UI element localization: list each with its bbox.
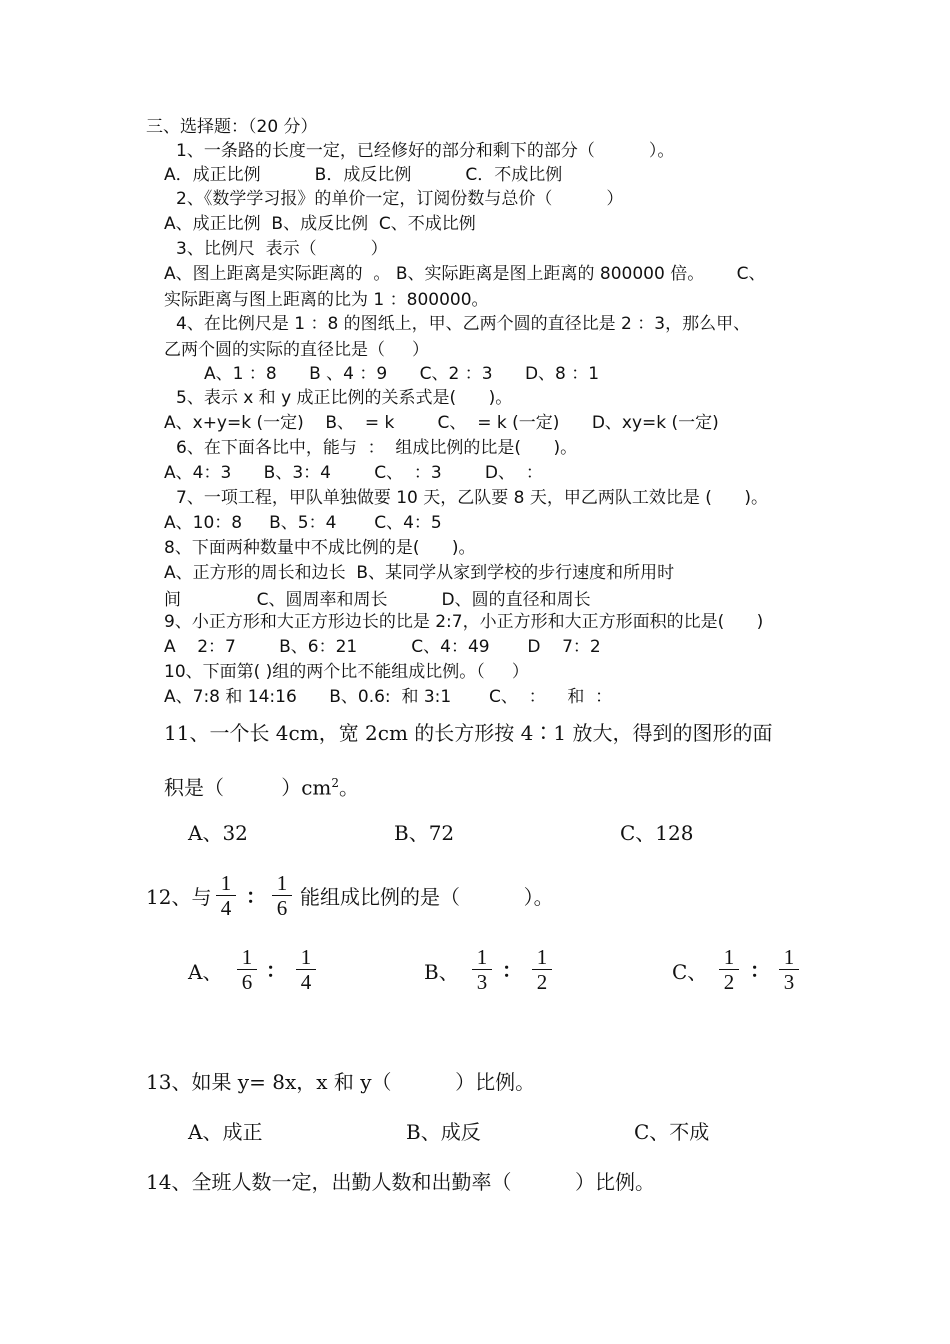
question-6-stem: 6、在下面各比中，能与 ： 组成比例的比是( )。 [176,438,578,458]
fraction-denominator: 6 [241,970,253,994]
question-9-stem: 9、小正方形和大正方形边长的比是 2:7，小正方形和大正方形面积的比是( ) [164,612,764,632]
option-a-term-2 [296,946,316,993]
question-12-prefix: 12、与 [146,885,212,909]
section-title: 三、选择题：（20 分） [146,117,318,137]
question-8-line-1: A、正方形的周长和边长 B、某同学从家到学校的步行速度和所用时 [164,563,675,583]
question-5-stem: 5、表示 x 和 y 成正比例的关系式是( )。 [176,388,513,408]
question-12-ratio-term-2 [272,872,292,919]
question-3-line-1: A、图上距离是实际距离的 。 B、实际距离是图上距离的 800000 倍。 C、 [164,264,766,284]
ratio-colon: ： [750,958,770,982]
question-13-stem: 13、如果 y= 8x，x 和 y（ ）比例。 [146,1070,536,1094]
question-11-line-2-text: 积是（ ）cm [164,775,332,800]
question-13-option-c: C、不成 [634,1120,710,1144]
fraction-denominator: 2 [723,970,735,994]
question-11-option-b: B、72 [394,821,455,845]
question-10-options: A、7:8 和 14:16 B、0.6: 和 3:1 C、 ： 和 ： [164,687,613,707]
question-11-line-2-end: 。 [339,775,360,800]
question-12-suffix: 能组成比例的是（ ）。 [300,885,554,909]
question-7-options: A、10：8 B、5：4 C、4：5 [164,513,442,533]
question-3-line-2: 实际距离与图上距离的比为 1 ：800000。 [164,290,489,310]
question-1-options: A．成正比例 B．成反比例 C．不成比例 [164,165,563,185]
question-12-option-c-label: C、 [672,960,708,984]
question-4-line-2: 乙两个圆的实际的直径比是（ ） [164,340,430,360]
question-13-option-a: A、成正 [188,1120,263,1144]
ratio-colon: ： [502,958,522,982]
fraction-numerator: 1 [532,946,552,970]
question-8-line-2: 间 C、圆周率和周长 D、圆的直径和周长 [164,590,591,610]
question-11-line-2 [164,770,359,801]
question-11-option-c: C、128 [620,821,694,845]
option-b-term-2 [532,946,552,993]
question-1-stem: 1、一条路的长度一定，已经修好的部分和剩下的部分（ ）。 [176,141,675,161]
fraction-numerator: 1 [472,946,492,970]
question-8-stem: 8、下面两种数量中不成比例的是( )。 [164,538,476,558]
fraction-denominator: 4 [220,896,232,920]
fraction-denominator: 3 [783,970,795,994]
fraction-numerator: 1 [779,946,799,970]
fraction-numerator: 1 [216,872,236,896]
fraction-denominator: 6 [276,896,288,920]
question-7-stem: 7、一项工程，甲队单独做要 10 天，乙队要 8 天，甲乙两队工效比是 ( )。 [176,488,768,508]
fraction-numerator: 1 [272,872,292,896]
question-9-options: A 2：7 B、6：21 C、4：49 D 7：2 [164,637,601,657]
question-14-stem: 14、全班人数一定，出勤人数和出勤率（ ）比例。 [146,1170,656,1194]
question-2-stem: 2、《数学学习报》的单价一定，订阅份数与总价（ ） [176,189,624,209]
question-4-options: A、1 ：8 B 、4 ：9 C、2 ：3 D、8 ：1 [204,364,600,384]
question-12-option-a-label: A、 [188,960,223,984]
question-4-line-1: 4、在比例尺是 1 ：8 的图纸上，甲、乙两个圆的直径比是 2 ：3，那么甲、 [176,314,751,334]
question-6-options: A、4：3 B、3：4 C、 ：3 D、 ： [164,463,543,483]
fraction-denominator: 4 [300,970,312,994]
fraction-denominator: 2 [536,970,548,994]
fraction-numerator: 1 [296,946,316,970]
question-12-ratio-term-1 [216,872,236,919]
question-3-stem: 3、比例尺 表示（ ） [176,239,388,259]
option-a-term-1 [237,946,257,993]
fraction-numerator: 1 [237,946,257,970]
question-11-option-a: A、32 [188,821,248,845]
option-c-term-1 [719,946,739,993]
ratio-colon: ： [246,884,266,908]
fraction-denominator: 3 [476,970,488,994]
option-b-term-1 [472,946,492,993]
question-10-stem: 10、下面第( )组的两个比不能组成比例。（ ） [164,662,529,682]
question-5-options: A、x+y=k (一定) B、 = k C、 = k (一定) D、xy=k (一定) [164,413,719,433]
ratio-colon: ： [266,958,286,982]
fraction-numerator: 1 [719,946,739,970]
unit-exponent: 2 [331,776,340,790]
question-2-options: A、成正比例 B、成反比例 C、不成比例 [164,214,476,234]
question-12-option-b-label: B、 [424,960,459,984]
question-13-option-b: B、成反 [406,1120,481,1144]
question-11-line-1: 11、一个长 4cm，宽 2cm 的长方形按 4∶1 放大，得到的图形的面 [164,721,773,745]
option-c-term-2 [779,946,799,993]
